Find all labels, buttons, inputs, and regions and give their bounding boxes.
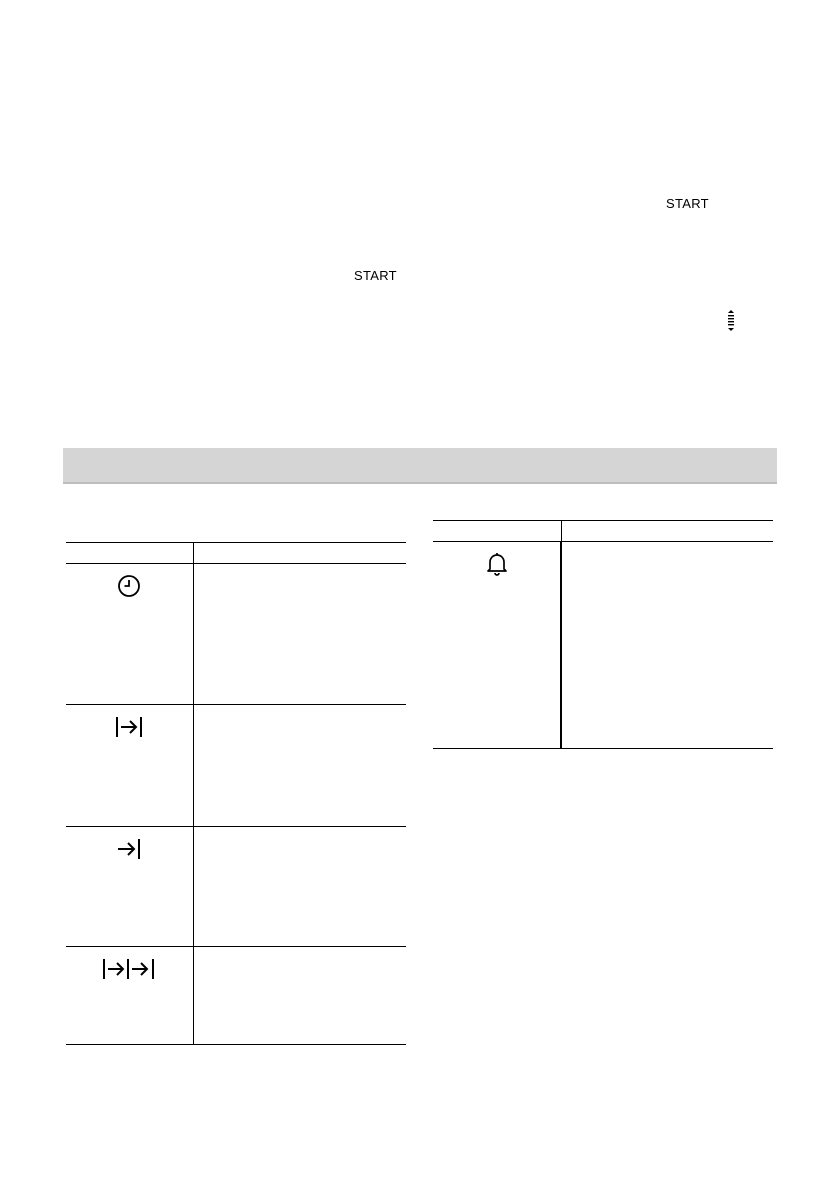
delay-both-icon — [66, 957, 193, 981]
function-table-left — [66, 542, 406, 1045]
delay-end-icon — [66, 837, 193, 861]
table-row — [66, 827, 406, 947]
table-header-cell — [193, 543, 406, 564]
table-cell — [561, 542, 773, 749]
table-cell — [193, 827, 406, 947]
table-cell — [66, 947, 193, 1045]
bell-icon — [433, 552, 560, 576]
table-cell — [433, 542, 561, 749]
table-row — [433, 542, 773, 749]
table-cell — [193, 705, 406, 827]
table-row — [66, 705, 406, 827]
scroll-arrows-icon — [727, 310, 735, 337]
table-header-cell — [561, 521, 773, 542]
start-label: START — [354, 268, 397, 283]
table-row — [66, 947, 406, 1045]
section-header-bar — [63, 448, 777, 484]
table-row — [66, 564, 406, 705]
table-cell — [66, 827, 193, 947]
table-header-row — [433, 521, 773, 542]
function-table-right — [433, 520, 773, 749]
table-cell — [193, 947, 406, 1045]
table-cell — [193, 564, 406, 705]
table-cell — [66, 564, 193, 705]
table-header-row — [66, 543, 406, 564]
delay-start-icon — [66, 715, 193, 739]
table-header-cell — [433, 521, 561, 542]
clock-icon — [66, 574, 193, 598]
start-label: START — [666, 196, 709, 211]
table-cell — [66, 705, 193, 827]
table-header-cell — [66, 543, 193, 564]
